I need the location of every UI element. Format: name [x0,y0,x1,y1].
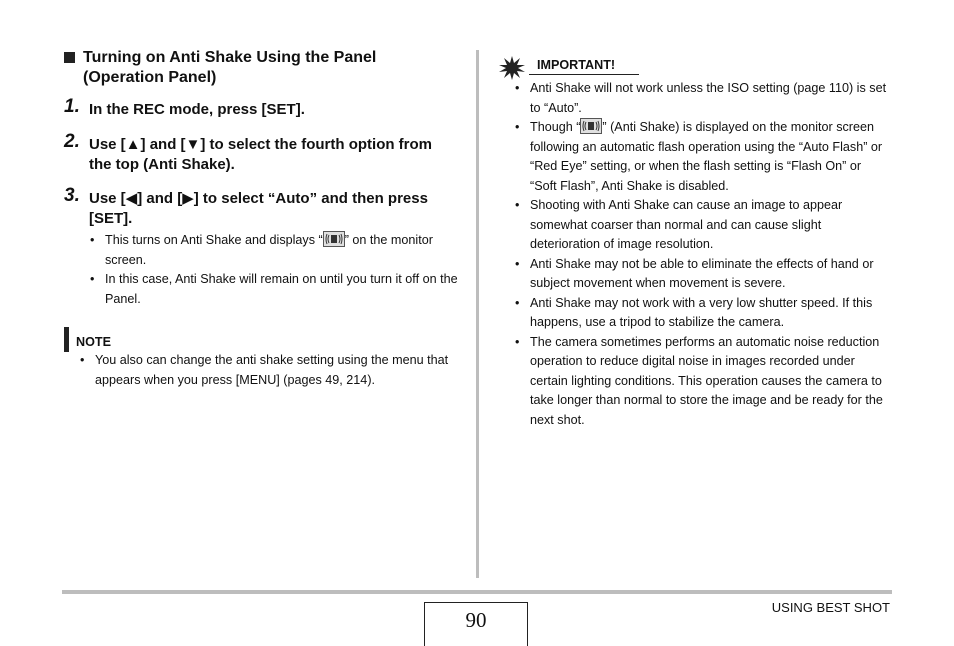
anti-shake-icon [323,231,345,247]
note-list [78,351,458,390]
list-item: • Shooting with Anti Shake can cause an image to appear somewhat coarser than normal and can cause slight deterioration of image resolution. [513,196,891,255]
list-item: • The camera sometimes performs an automatic noise reduction operation to reduce digital noise in images recorded under certain lighting conditions. This operation causes the camera to take longer than normal to store the image and be ready for the next shot. [513,333,891,431]
list-item: • Anti Shake may not be able to eliminate the effects of hand or subject movement when movement is severe. [513,255,891,294]
list-item: • Anti Shake will not work unless the ISO setting (page 110) is set to “Auto”. [513,79,891,118]
note-marker [64,327,69,352]
step-number: 1. [64,96,80,117]
list-item: • Anti Shake may not work with a very low shutter speed. If this happens, use a tripod to stabilize the camera. [513,294,891,333]
footer-rule [62,590,892,594]
note-label: NOTE [76,335,111,349]
list-item: • You also can change the anti shake setting using the menu that appears when you press [MENU] (pages 49, 214). [78,351,458,390]
step-text: In the REC mode, press [SET]. [89,101,305,118]
anti-shake-icon [580,118,602,134]
important-list [513,79,891,430]
list-item: • In this case, Anti Shake will remain on until you turn it off on the Panel. [88,270,458,309]
step-text: Use [▲] and [▼] to select the fourth option from the top (Anti Shake). [89,136,433,173]
page-number: 90 [465,608,487,632]
list-item: • This turns on Anti Shake and displays “ ” on the monitor screen. [88,231,458,270]
square-bullet-icon [64,52,75,63]
step-text: Use [◀] and [▶] to select “Auto” and then press [SET]. [89,190,428,227]
step-number: 2. [64,131,80,152]
list-item: • Though “ ” (Anti Shake) is displayed on the monitor screen following an automatic flash operation using the “Auto Flash” or “Red Eye” setting, or when the flash setting is “Flash On” or “Soft Flash”, Anti Shake is disabled. [513,118,891,196]
step-3-bullets [88,231,458,309]
running-section-name: USING BEST SHOT [771,600,890,615]
step-number: 3. [64,185,80,206]
important-label: IMPORTANT! [537,58,616,72]
column-divider [476,50,479,578]
important-underline [529,74,639,75]
section-title: Turning on Anti Shake Using the Panel (Operation Panel) [83,49,377,86]
